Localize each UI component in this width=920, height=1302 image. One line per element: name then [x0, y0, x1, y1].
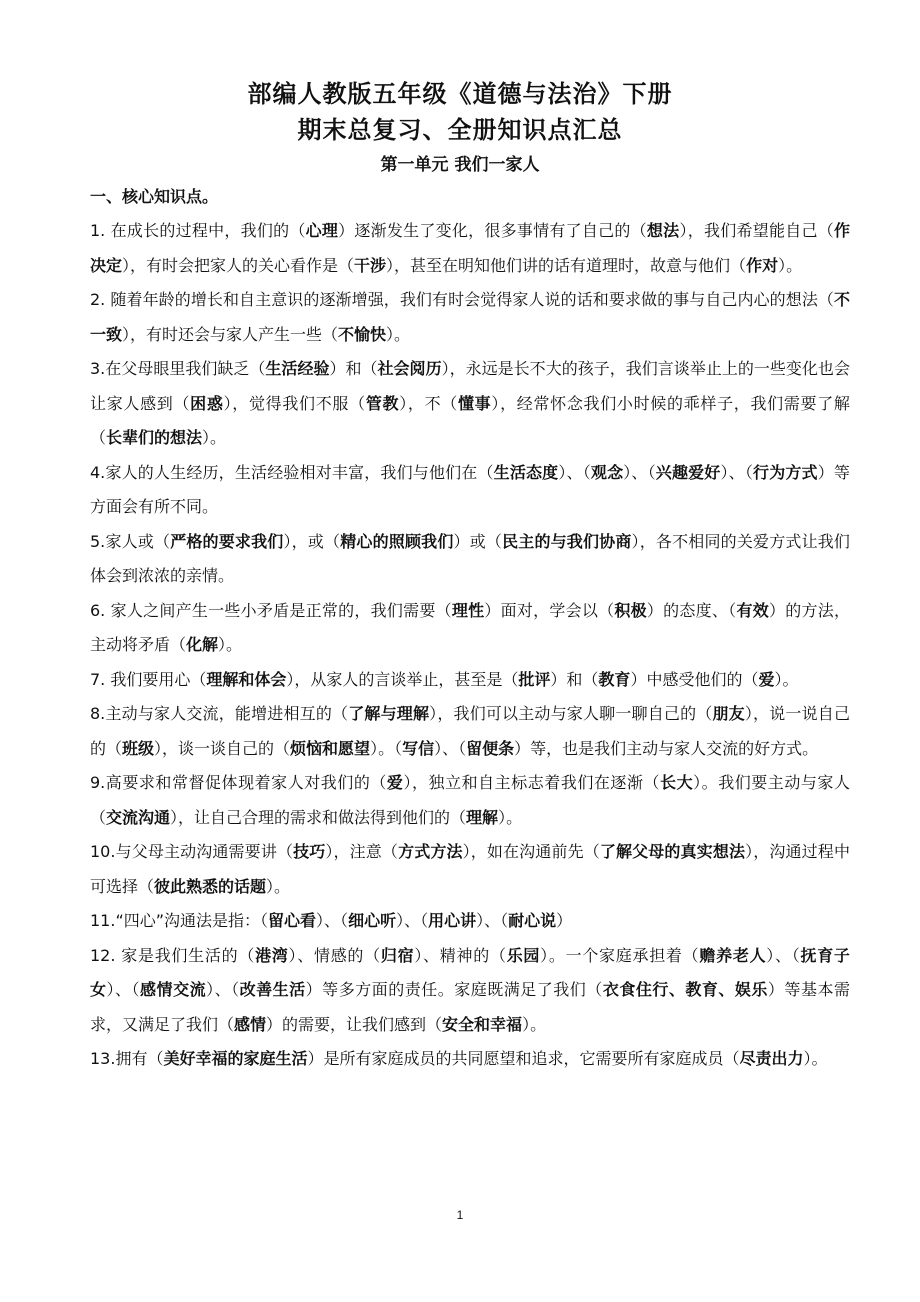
knowledge-point-item: 7. 我们要用心（理解和体会），从家人的言谈举止，甚至是（批评）和（教育）中感受他们的（爱）。: [90, 669, 799, 689]
answer-term: 彼此熟悉的话题: [154, 876, 267, 896]
answer-term: 理性: [451, 600, 485, 620]
answer-term: 细心听: [348, 911, 397, 930]
document-subtitle: 期末总复习、全册知识点汇总: [297, 116, 623, 144]
answer-term: 方式方法: [398, 842, 463, 861]
answer-term: 民主的与我们协商: [502, 531, 632, 551]
answer-term: 了解父母的真实想法: [599, 842, 746, 861]
answer-term: 归宿: [380, 945, 415, 965]
answer-term: 港湾: [255, 945, 289, 965]
knowledge-point-item: 1. 在成长的过程中，我们的（心理）逐渐发生了变化，很多事情有了自己的（想法），我们希望能自己（作决定），有时会把家人的关心看作是（干涉），甚至在明知他们讲的话有道理时，故意与他们（作对）。: [90, 221, 850, 275]
knowledge-point-item: 3.在父母眼里我们缺乏（生活经验）和（社会阅历），永远是长不大的孩子，我们言谈举止上的一些变化也会让家人感到（困惑），觉得我们不服（管教），不（懂事），经常怀念我们小时候的乖样子，我们需要了解（长辈们的想法）。: [90, 359, 850, 447]
answer-term: 化解: [186, 635, 219, 654]
section-heading: 一、核心知识点。: [90, 187, 219, 206]
knowledge-point-item: 11.“四心”沟通法是指：（留心看）、（细心听）、（用心讲）、（耐心说）: [90, 911, 573, 930]
answer-term: 爱: [386, 773, 404, 792]
answer-term: 有效: [736, 600, 769, 620]
document-title: 部编人教版五年级《道德与法治》下册: [247, 80, 673, 108]
answer-term: 留心看: [268, 911, 317, 930]
answer-term: 作对: [746, 255, 779, 275]
answer-term: 社会阅历: [377, 359, 442, 378]
knowledge-point-item: 4.家人的人生经历，生活经验相对丰富，我们与他们在（生活态度）、（观念）、（兴趣爱好）、（行为方式）等方面会有所不同。: [90, 462, 850, 516]
unit-heading: 第一单元 我们一家人: [380, 155, 540, 175]
answer-term: 理解和体会: [206, 669, 287, 689]
answer-term: 行为方式: [753, 462, 818, 482]
knowledge-point-item: 9.高要求和常督促体现着家人对我们的（爱），独立和自主标志着我们在逐渐（长大）。我们要主动与家人（交流沟通），让自己合理的需求和做法得到他们的（理解）。: [90, 773, 850, 827]
answer-term: 改善生活: [239, 980, 306, 999]
knowledge-point-item: 2. 随着年龄的增长和自主意识的逐渐增强，我们有时会觉得家人说的话和要求做的事与自己内心的想法（不一致），有时还会与家人产生一些（不愉快）。: [90, 290, 850, 344]
answer-term: 兴趣爱好: [655, 462, 721, 482]
answer-term: 爱: [758, 669, 775, 689]
answer-term: 了解与理解: [348, 704, 430, 723]
answer-term: 困惑: [190, 393, 224, 413]
answer-term: 抚育子女: [90, 945, 850, 999]
answer-term: 严格的要求我们: [170, 531, 284, 551]
answer-term: 生活态度: [493, 462, 559, 482]
answer-term: 不愉快: [338, 324, 387, 344]
answer-term: 安全和幸福: [442, 1014, 523, 1034]
knowledge-point-list: [90, 214, 850, 1077]
page-number: 1: [456, 1208, 464, 1222]
answer-term: 教育: [598, 669, 631, 689]
answer-term: 留便条: [466, 738, 515, 758]
answer-term: 生活经验: [265, 359, 330, 378]
answer-term: 积极: [614, 600, 647, 620]
answer-term: 管教: [365, 393, 400, 413]
knowledge-point-item: 6. 家人之间产生一些小矛盾是正常的，我们需要（理性）面对，学会以（积极）的态度、（有效）的方法，主动将矛盾（化解）。: [90, 600, 850, 654]
knowledge-point-item: 13.拥有（美好幸福的家庭生活）是所有家庭成员的共同愿望和追求，它需要所有家庭成员（尽责出力）。: [90, 1049, 828, 1068]
answer-term: 精心的照顾我们: [340, 531, 454, 551]
knowledge-point-item: 12. 家是我们生活的（港湾）、情感的（归宿）、精神的（乐园）。一个家庭承担着（赡养老人）、（抚育子女）、（感情交流）、（改善生活）等多方面的责任。家庭既满足了我们（衣食住行、教育、娱乐）等基本需求，又满足了我们（感情）的需要，让我们感到（安全和幸福）。: [90, 945, 850, 1034]
knowledge-point-item: 5.家人或（严格的要求我们），或（精心的照顾我们）或（民主的与我们协商），各不相同的关爱方式让我们体会到浓浓的亲情。: [90, 531, 850, 585]
answer-term: 作决定: [90, 221, 850, 275]
answer-term: 烦恼和愿望: [290, 738, 371, 758]
answer-term: 理解: [466, 807, 499, 827]
answer-term: 赡养老人: [699, 945, 767, 965]
knowledge-point-item: 10.与父母主动沟通需要讲（技巧），注意（方式方法），如在沟通前先（了解父母的真实想法），沟通过程中可选择（彼此熟悉的话题）。: [90, 842, 850, 896]
answer-term: 乐园: [506, 945, 541, 965]
answer-term: 长大: [660, 773, 694, 792]
answer-term: 技巧: [293, 842, 326, 861]
answer-term: 班级: [122, 738, 155, 758]
answer-term: 懂事: [457, 393, 492, 413]
answer-term: 心理: [305, 221, 339, 240]
answer-term: 用心讲: [428, 911, 477, 930]
answer-term: 交流沟通: [106, 807, 171, 827]
answer-term: 美好幸福的家庭生活: [163, 1049, 308, 1068]
answer-term: 观念: [590, 462, 624, 482]
answer-term: 衣食住行、教育、娱乐: [602, 980, 768, 999]
answer-term: 长辈们的想法: [106, 428, 203, 447]
answer-term: 朋友: [712, 704, 745, 723]
answer-term: 写信: [402, 738, 435, 758]
answer-term: 批评: [518, 669, 551, 689]
knowledge-point-item: 8.主动与家人交流，能增进相互的（了解与理解），我们可以主动与家人聊一聊自己的（朋友），说一说自己的（班级），谈一谈自己的（烦恼和愿望）。（写信）、（留便条）等，也是我们主动与家人交流的好方式。: [90, 704, 850, 758]
answer-term: 感情: [234, 1014, 267, 1034]
answer-term: 干涉: [354, 255, 387, 275]
answer-term: 耐心说: [508, 911, 557, 930]
answer-term: 不一致: [90, 290, 850, 344]
answer-term: 想法: [646, 221, 680, 240]
answer-term: 感情交流: [140, 980, 207, 999]
answer-term: 尽责出力: [739, 1049, 804, 1068]
